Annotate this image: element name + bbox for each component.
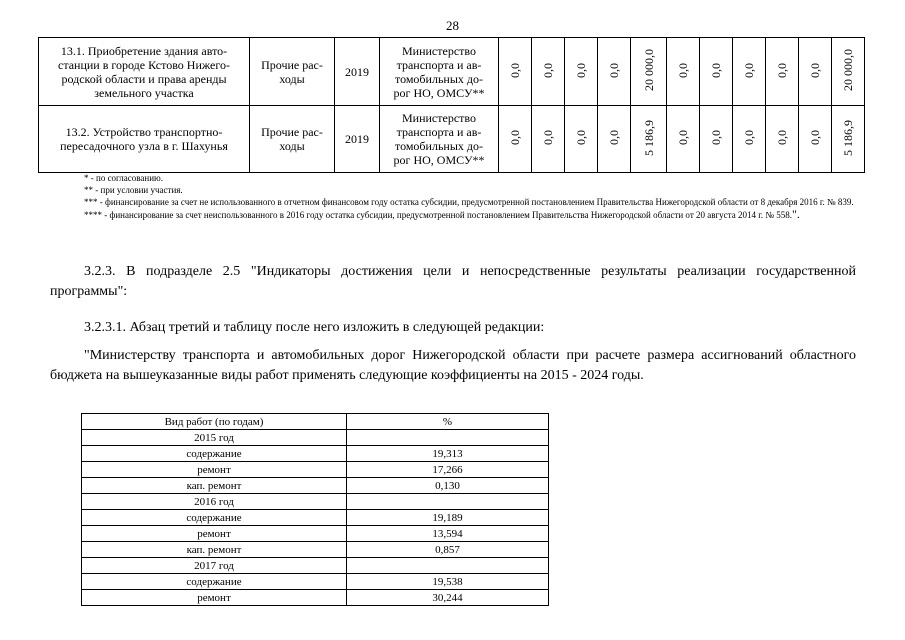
coef-row [82, 462, 549, 478]
activity-year: 2019 [335, 106, 380, 173]
funding-value-cell [766, 106, 799, 173]
executor-line: рог НО, ОМСУ** [393, 153, 485, 167]
activity-name-line: 13.1. Приобретение здания авто- [60, 43, 228, 58]
funding-value-cell [532, 38, 565, 106]
executor-line: рог НО, ОМСУ** [393, 85, 485, 100]
funding-value: 0,0 [508, 130, 522, 145]
funding-value-cell [631, 106, 667, 173]
funding-value-cell [499, 106, 532, 173]
footnote-1: * - по согласованию. [84, 173, 164, 183]
percent-header: % [347, 414, 549, 430]
work-type-cell: ремонт [82, 526, 347, 542]
coef-row [82, 494, 549, 510]
coef-row [82, 574, 549, 590]
footnote-4: **** - финансирование за счет неиспользованного в 2016 году остатка субсидии, предусмотренной постановлением Правительства Нижегородской области от 20 августа 2014 г. № 558.". [84, 207, 800, 221]
funding-value-cell [565, 106, 598, 173]
paragraph-coefficients-intro: "Министерству транспорта и автомобильных дорог Нижегородской области при расчете размера ассигнований областного бюджета на вышеуказанные виды работ применять следующие коэффициенты на 2015 - 2024 годы. [50, 348, 856, 383]
coef-row [82, 542, 549, 558]
executor-line: Министерство [402, 111, 476, 125]
executor [380, 106, 499, 173]
work-type-cell: содержание [82, 446, 347, 462]
percent-cell [347, 430, 549, 446]
funding-value: 0,0 [709, 62, 723, 78]
expense-type-line: Прочие рас- [261, 57, 323, 72]
percent-cell [347, 558, 549, 574]
percent-cell: 19,189 [347, 510, 549, 526]
funding-value-cell [565, 38, 598, 106]
executor-line: томобильных до- [394, 71, 484, 86]
page-number: 28 [446, 18, 459, 33]
funding-value: 0,0 [676, 130, 690, 145]
funding-value-cell [667, 106, 700, 173]
expense-type [250, 38, 335, 106]
funding-value: 20 000,0 [641, 49, 656, 91]
activity-name [39, 38, 250, 106]
funding-value: 5 186,9 [841, 119, 855, 156]
funding-value: 0,0 [676, 62, 690, 78]
coef-row [82, 430, 549, 446]
funding-value: 0,0 [607, 130, 621, 145]
funding-value: 0,0 [709, 130, 723, 145]
executor-line: Министерство [402, 43, 476, 58]
percent-cell: 19,538 [347, 574, 549, 590]
percent-cell: 13,594 [347, 526, 549, 542]
funding-value-cell [700, 106, 733, 173]
funding-value: 0,0 [808, 62, 822, 78]
funding-value: 20 000,0 [841, 49, 855, 91]
funding-value-cell [700, 38, 733, 106]
funding-value: 0,0 [775, 130, 789, 145]
funding-value-cell [832, 38, 865, 106]
expense-type [250, 106, 335, 173]
work-type-cell: ремонт [82, 590, 347, 606]
coef-row [82, 590, 549, 606]
executor-line: транспорта и ав- [396, 125, 482, 139]
funding-value: 0,0 [541, 130, 555, 145]
funding-value: 5 186,9 [641, 119, 656, 156]
coef-row [82, 526, 549, 542]
funding-value: 0,0 [808, 130, 822, 145]
funding-value-cell [631, 38, 667, 106]
work-type-cell: 2016 год [82, 494, 347, 510]
work-type-cell: кап. ремонт [82, 478, 347, 494]
activity-row [39, 38, 865, 106]
funding-value: 0,0 [541, 62, 555, 78]
funding-value: 0,0 [742, 62, 756, 78]
footnote-2: ** - при условии участия. [84, 185, 183, 195]
funding-value-cell [499, 38, 532, 106]
activity-name-line: 13.2. Устройство транспортно- [65, 125, 223, 139]
activity-name [39, 106, 250, 173]
work-type-cell: 2017 год [82, 558, 347, 574]
activity-year: 2019 [335, 38, 380, 106]
work-type-header: Вид работ (по годам) [82, 414, 347, 430]
percent-cell: 30,244 [347, 590, 549, 606]
coef-row [82, 510, 549, 526]
funding-value: 0,0 [574, 62, 588, 78]
percent-cell: 19,313 [347, 446, 549, 462]
funding-value-cell [667, 38, 700, 106]
funding-value-cell [598, 38, 631, 106]
quote-end: ". [791, 207, 800, 221]
funding-value: 0,0 [742, 130, 756, 145]
program-activities-table [38, 37, 865, 173]
paragraph-3-2-3: 3.2.3. В подразделе 2.5 "Индикаторы достижения цели и непосредственные результаты реализации государственной программы": [50, 264, 856, 299]
funding-value: 0,0 [574, 130, 588, 145]
funding-value-cell [733, 38, 766, 106]
expense-type-line: Прочие рас- [261, 125, 323, 139]
activity-name-line: пересадочного узла в г. Шахунья [60, 139, 228, 153]
expense-type-line: ходы [279, 139, 305, 153]
footnotes [38, 172, 858, 221]
work-type-cell: содержание [82, 574, 347, 590]
funding-value-cell [733, 106, 766, 173]
executor-line: томобильных до- [394, 139, 484, 153]
coef-row [82, 478, 549, 494]
percent-cell: 17,266 [347, 462, 549, 478]
funding-value-cell [832, 106, 865, 173]
funding-value: 0,0 [775, 62, 789, 78]
activity-name-line: земельного участка [94, 85, 194, 100]
executor [380, 38, 499, 106]
funding-value: 0,0 [508, 62, 522, 78]
coefficients-table [81, 413, 549, 606]
funding-value-cell [766, 38, 799, 106]
percent-cell: 0,857 [347, 542, 549, 558]
activity-name-line: родской области и права аренды [61, 71, 227, 86]
funding-value-cell [532, 106, 565, 173]
paragraph-3-2-3-1: 3.2.3.1. Абзац третий и таблицу после него изложить в следующей редакции: [84, 320, 545, 335]
footnote-3: *** - финансирование за счет не использованного в отчетном финансовом году остатка субсидии, предусмотренной постановлением Правительства Нижегородской области от 8 декабря 2016 г. № 839. [84, 197, 854, 207]
coef-header-row [82, 414, 549, 430]
activity-name-line: станции в городе Кстово Нижего- [58, 57, 230, 72]
funding-value-cell [799, 38, 832, 106]
work-type-cell: содержание [82, 510, 347, 526]
expense-type-line: ходы [279, 71, 305, 86]
work-type-cell: ремонт [82, 462, 347, 478]
funding-value-cell [598, 106, 631, 173]
activity-row [39, 106, 865, 173]
coef-row [82, 558, 549, 574]
funding-value: 0,0 [607, 62, 621, 78]
percent-cell: 0,130 [347, 478, 549, 494]
work-type-cell: 2015 год [82, 430, 347, 446]
percent-cell [347, 494, 549, 510]
funding-value-cell [799, 106, 832, 173]
work-type-cell: кап. ремонт [82, 542, 347, 558]
coef-row [82, 446, 549, 462]
executor-line: транспорта и ав- [396, 57, 482, 72]
